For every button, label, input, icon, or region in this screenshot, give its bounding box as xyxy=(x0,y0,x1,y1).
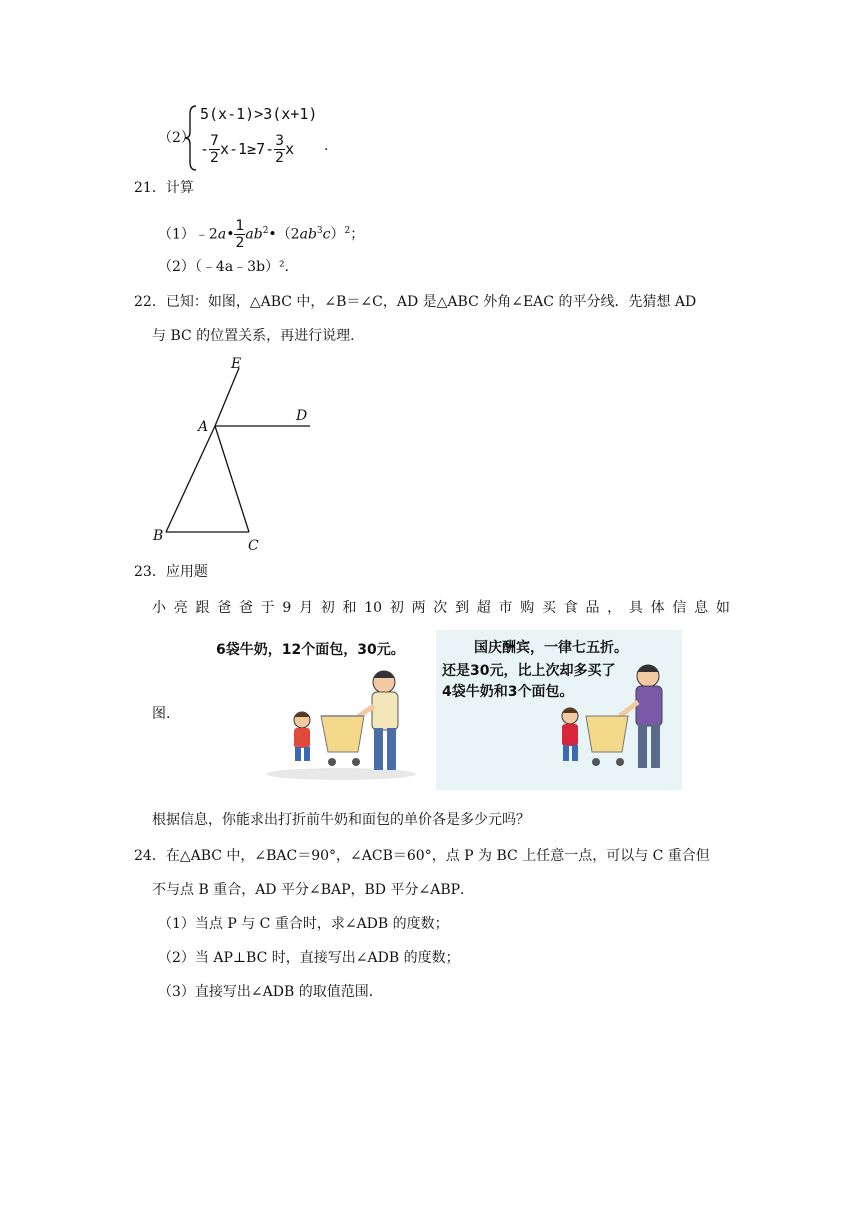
q23-title: 23．应用题 xyxy=(134,564,208,580)
shopping-picture-2 xyxy=(436,630,682,790)
triangle-figure xyxy=(148,352,328,556)
q24-part-2: （2）当 AP⊥BC 时，直接写出∠ADB 的度数； xyxy=(158,950,460,966)
q21-part-2: （2）（﹣4a﹣3b）². xyxy=(158,259,290,275)
ray-AE xyxy=(215,368,239,426)
side-AC xyxy=(215,426,249,532)
q20-inequality-2: - $\frac{7}{2}$ x-1≥7- $\frac{3}{2}$ x xyxy=(200,133,295,166)
bubble-2-line-3: 4袋牛奶和3个面包。 xyxy=(442,684,574,700)
father-son-cart-illustration-1 xyxy=(206,634,426,784)
label-C: C xyxy=(248,538,259,554)
q20-part-label: （2） xyxy=(158,130,195,146)
fraction-3-2: $\frac{3}{2}$ xyxy=(275,133,285,166)
father-son-cart-illustration-2 xyxy=(436,630,682,790)
q24-line-2: 不与点 B 重合，AD 平分∠BAP，BD 平分∠ABP． xyxy=(152,882,475,898)
label-D: D xyxy=(296,408,308,424)
side-AB xyxy=(166,426,215,532)
bubble-2-line-2: 还是30元，比上次却多买了 xyxy=(442,663,616,679)
shopping-picture-1 xyxy=(206,634,426,784)
q23-tu: 图. xyxy=(152,706,171,722)
fraction-7-2: $\frac{7}{2}$ xyxy=(210,133,219,166)
system-brace xyxy=(184,104,198,172)
label-E: E xyxy=(231,356,242,372)
fraction-1-2: $\frac{1}{2}$ xyxy=(235,218,245,252)
q20-end-mark: . xyxy=(324,138,329,154)
q24-line-1: 24．在△ABC 中，∠BAC＝90°，∠ACB＝60°，点 P 为 BC 上任意一点，可以与 C 重合但 xyxy=(134,848,710,864)
q22-line-2: 与 BC 的位置关系，再进行说理． xyxy=(152,328,365,344)
label-B: B xyxy=(153,528,164,544)
q23-question: 根据信息，你能求出打折前牛奶和面包的单价各是多少元吗？ xyxy=(152,812,530,828)
q21-part-1: （1）﹣2a• $\frac{1}{2}$ $ab^2•(2ab^3c)^2$； xyxy=(158,218,365,252)
bubble-1-text: 6袋牛奶，12个面包，30元。 xyxy=(216,642,405,658)
bubble-2-line-1: 国庆酬宾，一律七五折。 xyxy=(474,640,628,656)
label-A: A xyxy=(198,419,209,435)
q22-line-1: 22．已知：如图，△ABC 中，∠B＝∠C，AD 是△ABC 外角∠EAC 的平分线．先猜想 AD xyxy=(134,294,697,310)
q23-line-1: 小 亮 跟 爸 爸 于 9 月 初 和 10 初 两 次 到 超 市 购 买 食 品 ， 具 体 信 息 如 xyxy=(152,600,730,616)
q24-part-1: （1）当点 P 与 C 重合时，求∠ADB 的度数； xyxy=(158,916,449,932)
q21-title: 21．计算 xyxy=(134,180,194,196)
q24-part-3: （3）直接写出∠ADB 的取值范围． xyxy=(158,984,383,1000)
q20-inequality-1: 5(x-1)>3(x+1) xyxy=(200,105,318,123)
